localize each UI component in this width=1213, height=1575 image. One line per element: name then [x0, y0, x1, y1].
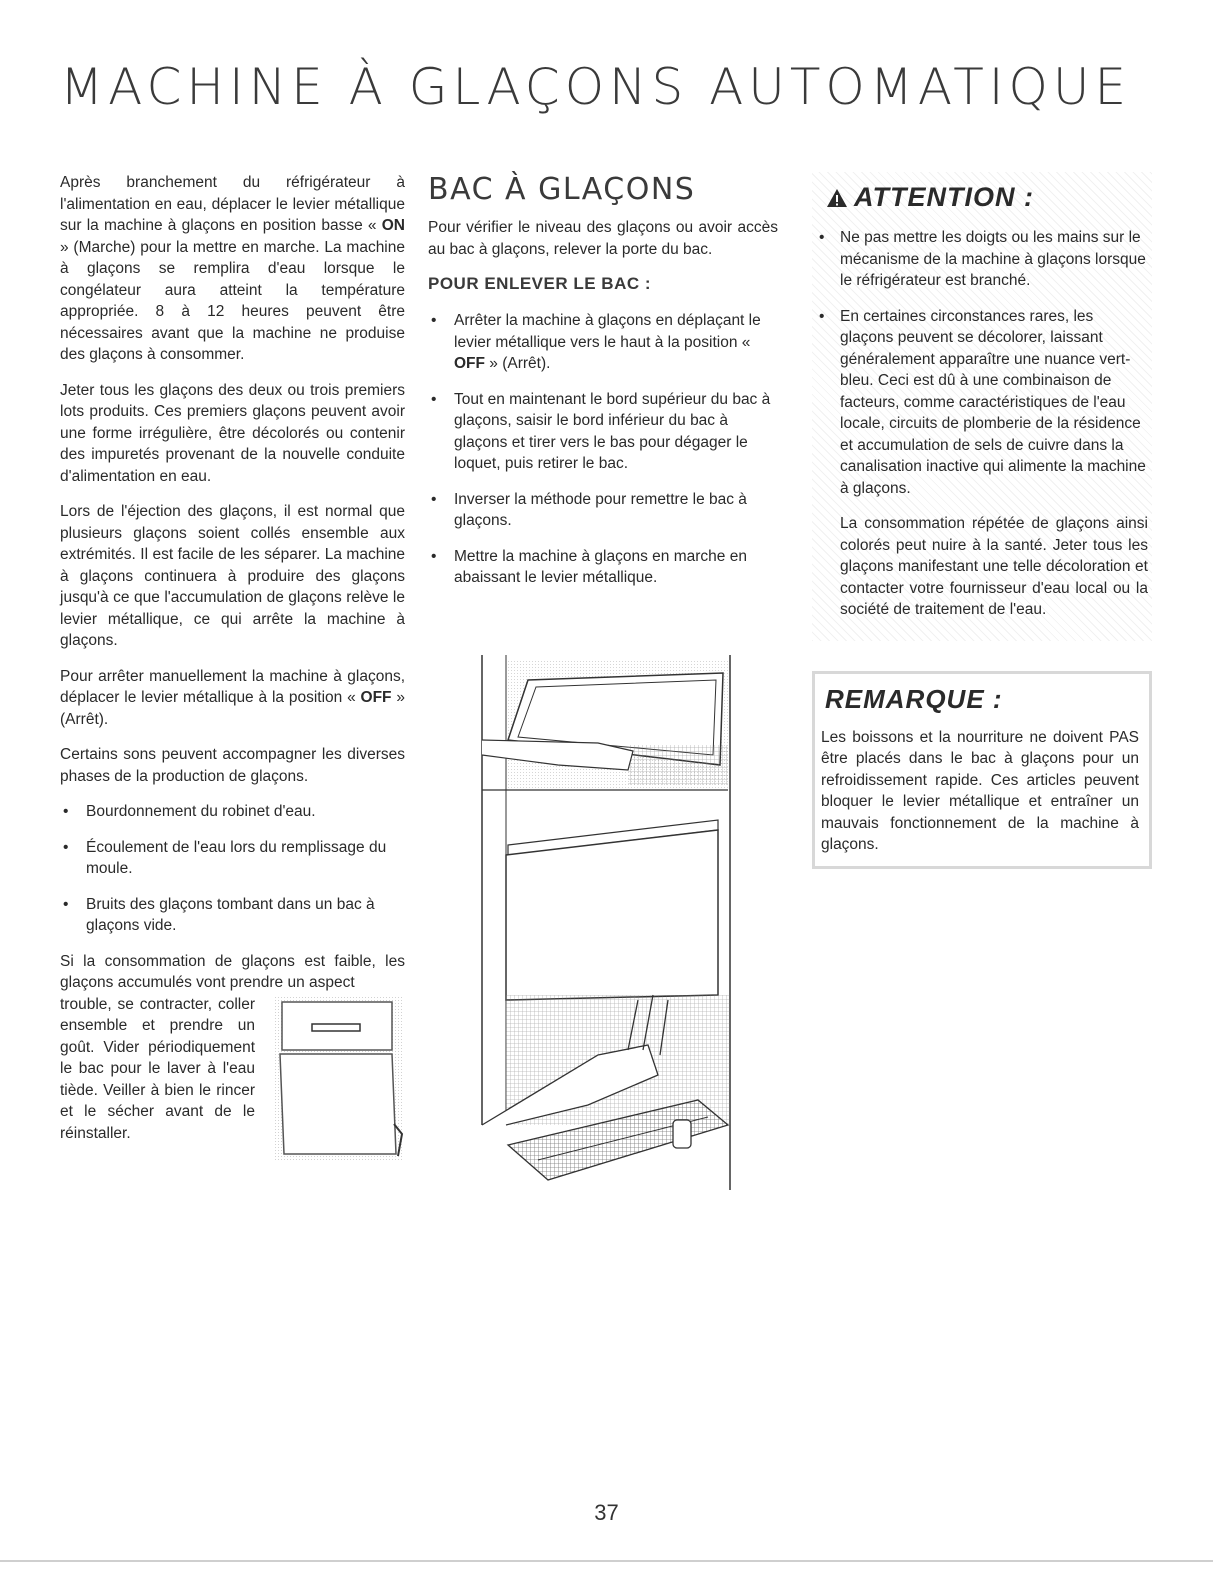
list-item-text: Bourdonnement du robinet d'eau. — [86, 803, 316, 820]
text: » (Arrêt). — [485, 355, 551, 372]
list-item — [816, 227, 1148, 292]
paragraph-ejection: Lors de l'éjection des glaçons, il est normal que plusieurs glaçons soient collés ensemble aux extrémités. Il est facile de les séparer. La machine à glaçons continuera à produire des glaçons jusqu'à ce que l'accumulation de glaçons relève le levier métallique, ce qui arrête la machine à glaçons. — [60, 503, 405, 649]
list-item — [428, 489, 778, 532]
paragraph-low-consumption: Si la consommation de glaçons est faible, les glaçons accumulés vont prendre un aspect — [60, 952, 405, 991]
paragraph-intro: Pour vérifier le niveau des glaçons ou avoir accès au bac à glaçons, relever la porte du bac. — [428, 219, 778, 258]
bullet: • — [819, 229, 825, 246]
bullet: • — [63, 838, 69, 856]
list-item-text: En certaines circonstances rares, les glaçons peuvent se décolorer, laissant généralement apparaître une nuance vert-bleu. Ceci est dû à une combinaison de facteurs, comme caractéristiques de l'eau locale, circuits de plomberie de la résidence et accumulation de sels de cuivre dans la canalisation inactive qui alimente la machine à glaçons. — [840, 307, 1146, 497]
list-item-text: Bruits des glaçons tombant dans un bac à glaçons vide. — [86, 895, 375, 934]
bullet: • — [431, 390, 437, 408]
on-keyword: ON — [381, 217, 405, 234]
sounds-list — [60, 801, 405, 937]
text: Après branchement du réfrigérateur à l'alimentation en eau, déplacer le levier métallique sur la machine à glaçons en position basse « — [60, 174, 405, 234]
attention-heading — [826, 182, 1148, 213]
paragraph-manual-stop — [60, 666, 405, 731]
list-item-text: Écoulement de l'eau lors du remplissage du moule. — [86, 838, 387, 877]
text: Arrêter la machine à glaçons en déplaçant le levier métallique vers le haut à la position « — [454, 312, 761, 351]
middle-column — [428, 172, 778, 603]
bullet: • — [431, 312, 437, 329]
ice-maker-illustration — [478, 655, 734, 1190]
list-item-text: Mettre la machine à glaçons en marche en abaissant le levier métallique. — [454, 547, 747, 586]
bottom-divider — [0, 1560, 1213, 1562]
removal-steps-list — [428, 310, 778, 589]
attention-list — [816, 227, 1148, 499]
remarque-text: Les boissons et la nourriture ne doivent PAS être placés dans le bac à glaçons pour un refroidissement rapide. Ces articles peuvent bloquer le levier métallique et entraîner un mauvais fonctionnement de la machine à glaçons. — [821, 728, 1139, 853]
bullet: • — [431, 490, 437, 508]
text: Pour arrêter manuellement la machine à glaçons, déplacer le levier métallique à la position « — [60, 667, 405, 706]
page-title: MACHINE À GLAÇONS AUTOMATIQUE — [60, 58, 1132, 116]
paragraph-activation — [60, 172, 405, 366]
bullet: • — [431, 547, 437, 565]
list-item — [60, 837, 405, 880]
paragraph-clean-bin: trouble, se contracter, coller ensemble et prendre un goût. Vider périodiquement le bac pour le laver à l'eau tiède. Veiller à bien le rincer et le sécher avant de le réinstaller. — [60, 995, 255, 1142]
list-item — [428, 389, 778, 475]
paragraph-discard-first-batches: Jeter tous les glaçons des deux ou trois premiers lots produits. Ces premiers glaçons peuvent avoir une forme irrégulière, être décolorés ou contenir des impuretés provenant de la nouvelle conduite d'alimentation en eau. — [60, 381, 405, 485]
bullet: • — [63, 895, 69, 913]
list-item — [816, 306, 1148, 500]
page-number: 37 — [594, 1500, 619, 1525]
off-keyword: OFF — [360, 689, 392, 706]
paragraph-sounds: Certains sons peuvent accompagner les diverses phases de la production de glaçons. — [60, 746, 405, 785]
warning-icon — [826, 188, 848, 208]
attention-box — [812, 172, 1152, 641]
ice-bin-illustration — [272, 994, 405, 1164]
attention-paragraph: La consommation répétée de glaçons ainsi colorés peut nuire à la santé. Jeter tous les glaçons manifestant une telle décoloration et contacter votre fournisseur d'eau local ou la société de traitement de l'eau. — [840, 515, 1148, 618]
section-title: BAC À GLAÇONS — [428, 172, 696, 207]
off-keyword: OFF — [454, 355, 485, 372]
list-item-text: Tout en maintenant le bord supérieur du bac à glaçons, saisir le bord inférieur du bac à glaçons et tirer vers le bas pour dégager le loquet, puis retirer le bac. — [454, 390, 771, 472]
subsection-title: POUR ENLEVER LE BAC : — [428, 274, 652, 293]
right-column — [812, 172, 1152, 869]
list-item — [60, 894, 405, 937]
bullet: • — [819, 307, 825, 325]
left-column — [60, 172, 405, 1144]
remarque-title: REMARQUE : — [825, 683, 1003, 714]
list-item — [428, 546, 778, 589]
text: » (Marche) pour la mettre en marche. La machine à glaçons se remplira d'eau lorsque le congélateur aura atteint la température appropriée. 8 à 12 heures peuvent être nécessaires avant que la machine ne produise des glaçons à consommer. — [60, 238, 405, 363]
list-item-text: Inverser la méthode pour remettre le bac à glaçons. — [454, 490, 747, 529]
list-item-text: Ne pas mettre les doigts ou les mains sur le mécanisme de la machine à glaçons lorsque le réfrigérateur est branché. — [840, 229, 1146, 289]
list-item — [428, 310, 778, 375]
text: » (Arrêt). — [60, 689, 405, 728]
bullet: • — [63, 803, 69, 820]
attention-title: ATTENTION : — [854, 182, 1034, 212]
remarque-box — [812, 671, 1152, 869]
list-item — [60, 801, 405, 823]
wrap-block — [60, 994, 405, 1145]
